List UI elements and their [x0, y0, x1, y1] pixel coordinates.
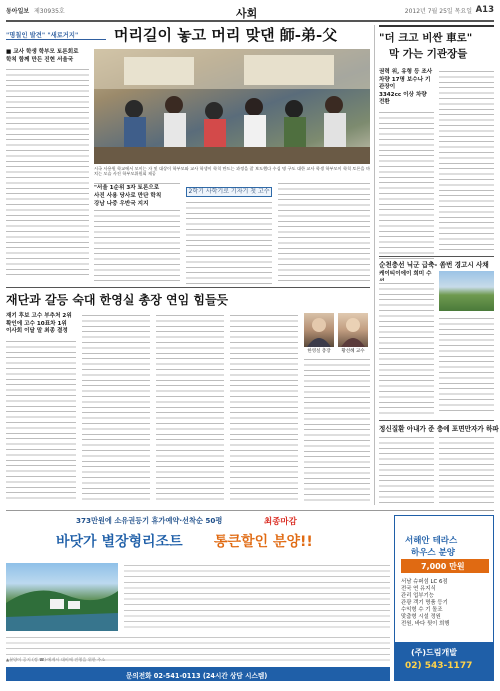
classroom-photo [94, 49, 370, 164]
person-silhouette-icon [338, 313, 368, 347]
feature-item: 수익형 수 기 돌조 [401, 607, 443, 613]
landscape-photo [439, 271, 494, 311]
ad-banner-top [6, 515, 386, 529]
kicker-underline [6, 39, 106, 40]
brand-footer [395, 642, 493, 680]
page-number: A13 [475, 5, 494, 15]
brand-title: 서해안 테라스 [405, 536, 458, 546]
text-column-4 [278, 181, 370, 281]
headline-line-2: 막 가는 기관장들 [389, 48, 468, 60]
ad-copy [124, 563, 390, 631]
contact-bar [6, 667, 390, 681]
issue-number: 제30935호 [34, 8, 65, 15]
resort-photo [6, 563, 118, 631]
portrait-2 [338, 313, 368, 347]
ad-headline [56, 529, 366, 559]
portrait-1 [304, 313, 334, 347]
contact-text: 문의전화 02-541-0113 (24시간 상담 시스템) [126, 672, 268, 680]
article-university-president [6, 287, 370, 507]
ad-footnote: ▲분양이 공지 (정 ☎)·에게시 대비에 진행을 위한 주소 [6, 657, 106, 662]
feature-item: 서남 슈퍼섬 LC 6점 [401, 579, 448, 585]
body-text [6, 67, 89, 275]
right-column [439, 69, 494, 253]
body-text [278, 181, 370, 281]
text-column-3 [186, 181, 272, 281]
classroom-illustration [94, 49, 370, 164]
price-text: 7,000 만원 [421, 562, 465, 571]
side-subhead-2: 사진 사용 당사로 만단 학칙 [94, 193, 180, 201]
body-col-3 [156, 313, 224, 503]
paper-name: 동아일보 [6, 8, 30, 15]
headline-a: 바닷가 별장형리조트 [56, 534, 183, 550]
subhead-2: 학칙 함께 만든 진현 서울국 [6, 56, 74, 63]
feature-item: 맞춤형 시설 정원 [401, 614, 441, 620]
text-column-1 [6, 49, 89, 281]
boxed-subhead: 2학기 사학기로 기자기 첫 고수 [186, 187, 272, 197]
highlight-text: 최종마감 [264, 517, 297, 527]
headline-line-1: "더 크고 비싼 車로" [379, 32, 473, 44]
subhead-1: ■ 교사 학생 학부모 토론회로 [6, 49, 79, 55]
person-silhouette-icon [304, 313, 334, 347]
section-title: 사회 [236, 7, 258, 20]
body-col-4 [230, 313, 298, 503]
headline-rule [6, 287, 370, 288]
headline-rule [379, 420, 494, 421]
body-text-right [439, 316, 494, 414]
body-text-left [379, 281, 434, 414]
brand-sub: 하우스 분양 [411, 548, 456, 558]
feature-list [401, 579, 491, 628]
body-text [379, 110, 434, 260]
body-text [6, 339, 76, 503]
side-subhead-3: 강남 나중 우반국 지지 [94, 201, 180, 209]
headline: 순천충선 닉군 급축- 쏨번 경고시 사채 [379, 261, 489, 269]
feature-item: 관리 업부기능 [401, 593, 434, 599]
advertisement [6, 510, 494, 686]
left-column [379, 69, 434, 253]
portrait-caption-1: 한영실 총장 [307, 349, 331, 354]
brand-name: (주)드림개발 [411, 648, 457, 657]
brand-phone: 02) 543-1177 [405, 661, 473, 671]
kicker: "명칠인 발견" "새로거지" [6, 32, 79, 39]
body-col-2 [82, 313, 150, 503]
banner-text: 373만원에 소유권등기 휴가예약·선착순 50평 [76, 516, 223, 525]
body-text [439, 69, 494, 253]
body-col-5 [304, 357, 370, 503]
feature-item: 관광 객기 명품 등기 [401, 600, 448, 606]
brand-panel [394, 515, 494, 681]
side-subhead-1: "서울 1순위 3자 토론으로 [94, 185, 180, 193]
body-text [186, 200, 272, 284]
article-officials-cars [379, 25, 494, 253]
price-badge [401, 559, 489, 573]
body-text-left [379, 435, 434, 505]
headline-b: 통큰할인 분양!! [214, 534, 313, 550]
subhead-1: 권력 위, 유형 등 조사 [379, 69, 433, 75]
headline-rule [379, 256, 494, 257]
portrait-caption-2: 황선혜 교수 [341, 349, 365, 354]
article-dress-code [6, 25, 370, 283]
article-suncheon [379, 256, 494, 416]
headline: 정신질환 아내가 준 충에 포면만자가 하파 [379, 425, 499, 433]
subhead-2: 차량 17명 보수나 기관장이 [379, 76, 431, 90]
resort-illustration [6, 563, 118, 631]
column-rule [374, 25, 375, 505]
subhead-3: 3342cc 이상 차량 전환 [379, 91, 427, 105]
issue-date: 2012년 7월 25일 목요일 [404, 8, 472, 15]
headline: 재단과 갈등 숙대 한영실 총장 연임 힘들듯 [6, 293, 229, 307]
masthead-rule [6, 20, 494, 22]
article-mental-illness [379, 420, 499, 506]
subhead-3: 이사회 이달 말 최종 결정 [6, 328, 68, 334]
feature-item: 전국 연 유지식 [401, 586, 436, 592]
headline: 머리길이 놓고 머리 맞댄 師-弟-父 [114, 26, 338, 44]
body-text-right [439, 435, 494, 505]
feature-item: 전원, 바다 뒷이 희행 [401, 621, 450, 627]
subhead-1: 재기 후보 고수 부추처 2위 [6, 313, 72, 319]
subhead-2: 확인에 고수 10표차 1위 [6, 320, 67, 327]
left-column [6, 313, 76, 503]
subhead: 케이티이에이 희미 수 [379, 271, 432, 277]
photo-caption: 시국 사용원 학교에서 모이는 자 및 대상이 학부모와 교사 학생이 학칙 만드는 과정을 잘 보도했다 수십 명 구도 대한 교사 학생 학부모이 학칙 토론을 마치는 모습 사진 학부모위원회 제공 [94, 166, 370, 177]
